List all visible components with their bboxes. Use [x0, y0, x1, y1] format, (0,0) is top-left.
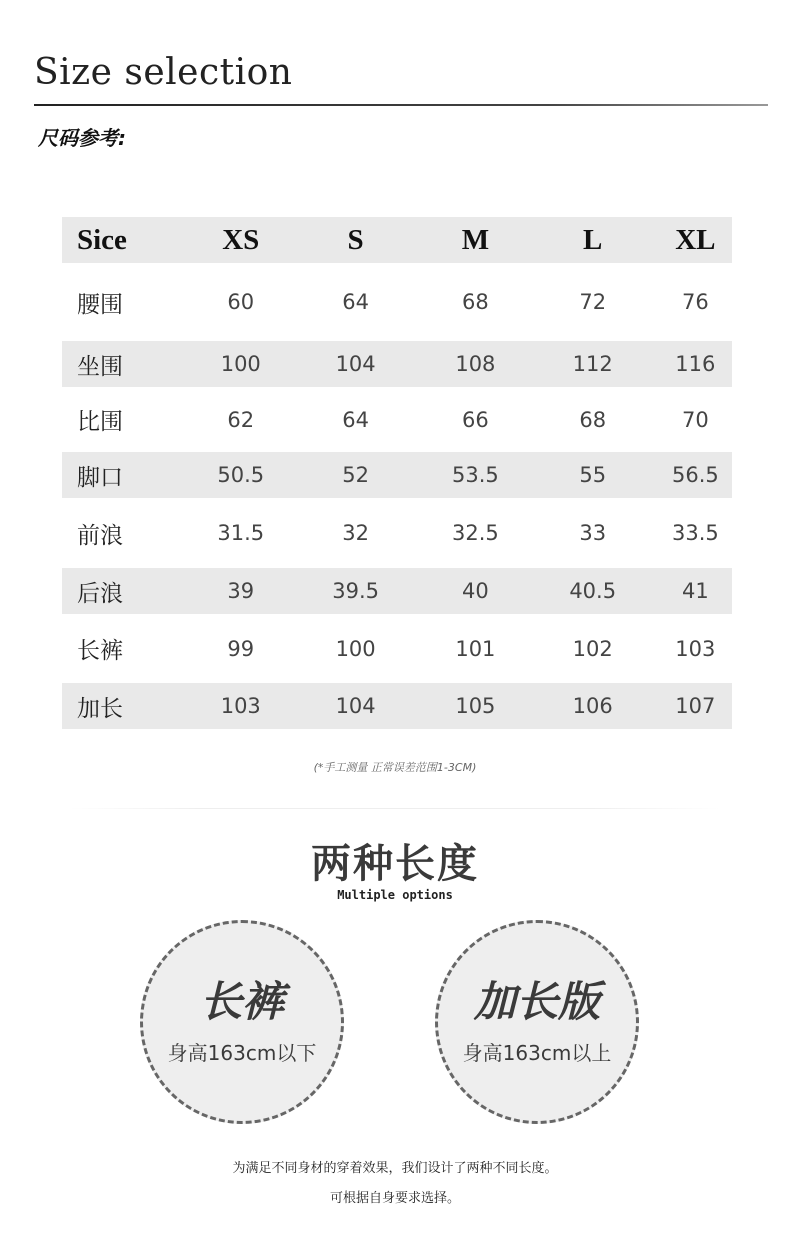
lengths-description-line1: 为满足不同身材的穿着效果，我们设计了两种不同长度。: [232, 1161, 558, 1176]
table-cell: 76: [681, 290, 709, 314]
table-cell: 104: [335, 694, 376, 718]
table-cell: 56.5: [671, 463, 719, 487]
table-cell: 105: [455, 694, 496, 718]
table-cell: 100: [335, 636, 376, 661]
table-row-long-length: [62, 683, 732, 729]
table-cell: 31.5: [217, 521, 265, 545]
table-cell: 62: [227, 407, 255, 432]
table-row-hem: [62, 452, 732, 498]
size-reference-label: 尺码参考:: [38, 126, 126, 150]
option-long-length: [435, 920, 639, 1124]
table-cell: 64: [342, 290, 369, 314]
row-label: 腰围: [77, 291, 123, 318]
row-label: 前浪: [77, 522, 123, 549]
table-cell: 106: [572, 694, 613, 718]
lengths-title: 两种长度: [311, 841, 479, 887]
table-cell: 112: [572, 352, 613, 376]
row-label: 长裤: [77, 638, 123, 664]
column-header-s: S: [347, 223, 364, 256]
row-label: 脚口: [77, 464, 123, 491]
column-header-m: M: [461, 223, 490, 256]
table-cell: 68: [579, 407, 607, 432]
table-cell: 32.5: [451, 521, 499, 545]
table-cell: 52: [342, 463, 369, 487]
measurement-note: (*手工测量 正常误差范围1-3CM): [313, 761, 477, 774]
column-header-xl: XL: [675, 223, 716, 256]
section-divider: [70, 808, 720, 809]
lengths-description-line2: 可根据自身要求选择。: [329, 1191, 460, 1206]
table-cell: 33: [579, 521, 607, 545]
table-cell: 116: [675, 352, 716, 376]
table-cell: 107: [675, 694, 716, 718]
row-label: 比围: [77, 409, 123, 435]
table-header-row: [62, 217, 732, 263]
table-row-hip: [62, 341, 732, 387]
table-cell: 55: [579, 463, 607, 487]
size-table: [62, 217, 732, 729]
row-label: 加长: [77, 695, 123, 722]
table-cell: 39.5: [332, 579, 379, 603]
table-cell: 103: [675, 636, 716, 661]
lengths-subtitle: Multiple options: [337, 888, 453, 902]
table-cell: 72: [579, 290, 607, 314]
option-height: 身高163cm以下: [167, 1041, 317, 1065]
table-cell: 108: [455, 352, 496, 376]
table-cell: 40.5: [569, 579, 617, 603]
table-cell: 101: [455, 636, 496, 661]
column-header-xs: XS: [222, 223, 260, 256]
table-cell: 70: [681, 407, 709, 432]
table-cell: 53.5: [451, 463, 499, 487]
table-cell: 100: [220, 352, 261, 376]
title-divider: [34, 104, 768, 106]
table-cell: 33.5: [671, 521, 719, 545]
page-title: Size selection: [34, 52, 293, 93]
table-cell: 40: [462, 579, 489, 603]
table-cell: 39: [227, 579, 255, 603]
row-label: 后浪: [77, 580, 123, 607]
option-name: 长裤: [199, 977, 284, 1026]
table-row-back-rise: [62, 568, 732, 614]
table-cell: 50.5: [217, 463, 265, 487]
column-header-l: L: [583, 223, 603, 256]
table-cell: 64: [342, 407, 369, 432]
table-row-waist: [62, 263, 732, 341]
option-regular-length: [140, 920, 344, 1124]
table-cell: 103: [220, 694, 261, 718]
option-height: 身高163cm以上: [462, 1041, 612, 1065]
table-cell: 32: [342, 521, 369, 545]
table-cell: 99: [227, 636, 255, 661]
option-name: 加长版: [473, 977, 600, 1026]
table-cell: 41: [681, 579, 709, 603]
table-cell: 68: [462, 290, 489, 314]
table-row-regular-length: [62, 614, 732, 683]
table-row-thigh: [62, 387, 732, 452]
table-cell: 102: [572, 636, 613, 661]
table-row-front-rise: [62, 498, 732, 568]
row-label: 坐围: [77, 353, 123, 380]
table-cell: 60: [227, 290, 255, 314]
table-cell: 66: [462, 407, 489, 432]
table-cell: 104: [335, 352, 376, 376]
column-header-size: Sice: [77, 223, 127, 256]
